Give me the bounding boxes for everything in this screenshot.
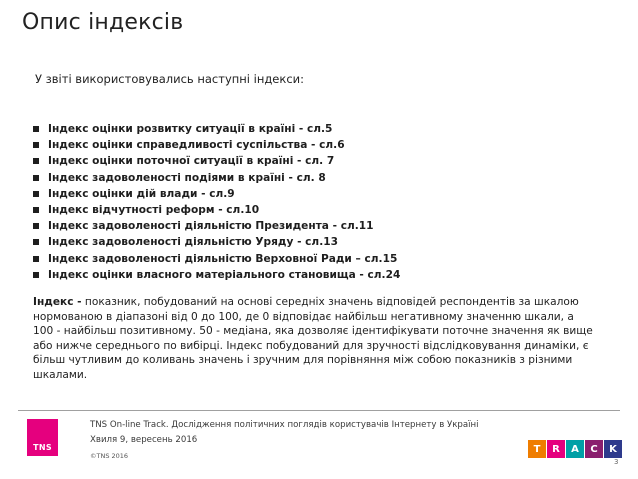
bullet-square-icon <box>33 223 39 229</box>
track-badge <box>528 440 623 458</box>
definition-text: показник, побудований на основі середніх значень відповідей респондентів за шкалою нормованою в діапазоні від 0 до 100, де 0 відповідає найбільш негативному значенню шкали, а 100 - найбільш позитивному. 50 - медіана, яка дозволяє ідентифікувати поточне значення як вище або нижче середнього по вибірці. Індекс побудований для зручності відслідковування динаміки, є більш чутливим до коливань значень і зручним для порівняння між собою показників з різними шкалами. <box>33 296 593 381</box>
footer-wave: Хвиля 9, вересень 2016 <box>90 435 198 445</box>
index-definition <box>33 295 593 383</box>
list-item: Індекс оцінки розвитку ситуації в країні - сл.5 <box>33 121 400 137</box>
track-letter-k: K <box>604 440 622 458</box>
track-letter-t: T <box>528 440 546 458</box>
definition-term: Індекс - <box>33 296 82 308</box>
index-list <box>33 121 400 283</box>
list-item: Індекс оцінки власного матеріального становища - сл.24 <box>33 267 400 283</box>
list-item: Індекс оцінки поточної ситуації в країні - сл. 7 <box>33 153 400 169</box>
bullet-square-icon <box>33 239 39 245</box>
list-item: Індекс відчутності реформ - сл.10 <box>33 202 400 218</box>
tns-logo: TNS <box>27 419 58 456</box>
intro-text: У звіті використовувались наступні індекси: <box>35 72 304 86</box>
bullet-square-icon <box>33 175 39 181</box>
bullet-square-icon <box>33 272 39 278</box>
list-item: Індекс задоволеності діяльністю Уряду - сл.13 <box>33 234 400 250</box>
bullet-square-icon <box>33 191 39 197</box>
list-item: Індекс оцінки дій влади - сл.9 <box>33 186 400 202</box>
page-number: 3 <box>614 458 619 466</box>
footer-study-title: TNS On-line Track. Дослідження політичних поглядів користувачів Інтернету в Україні <box>90 420 479 430</box>
list-item: Індекс задоволеності подіями в країні - сл. 8 <box>33 170 400 186</box>
track-letter-a: A <box>566 440 584 458</box>
bullet-square-icon <box>33 142 39 148</box>
list-item: Індекс задоволеності діяльністю Верховної Ради – сл.15 <box>33 251 400 267</box>
list-item: Індекс оцінки справедливості суспільства - сл.6 <box>33 137 400 153</box>
page-title: Опис індексів <box>22 10 184 35</box>
track-letter-r: R <box>547 440 565 458</box>
bullet-square-icon <box>33 126 39 132</box>
footer-copyright: ©TNS 2016 <box>90 452 129 460</box>
bullet-square-icon <box>33 256 39 262</box>
bullet-square-icon <box>33 158 39 164</box>
bullet-square-icon <box>33 207 39 213</box>
list-item: Індекс задоволеності діяльністю Президента - сл.11 <box>33 218 400 234</box>
track-letter-c: C <box>585 440 603 458</box>
footer-divider <box>18 410 620 411</box>
